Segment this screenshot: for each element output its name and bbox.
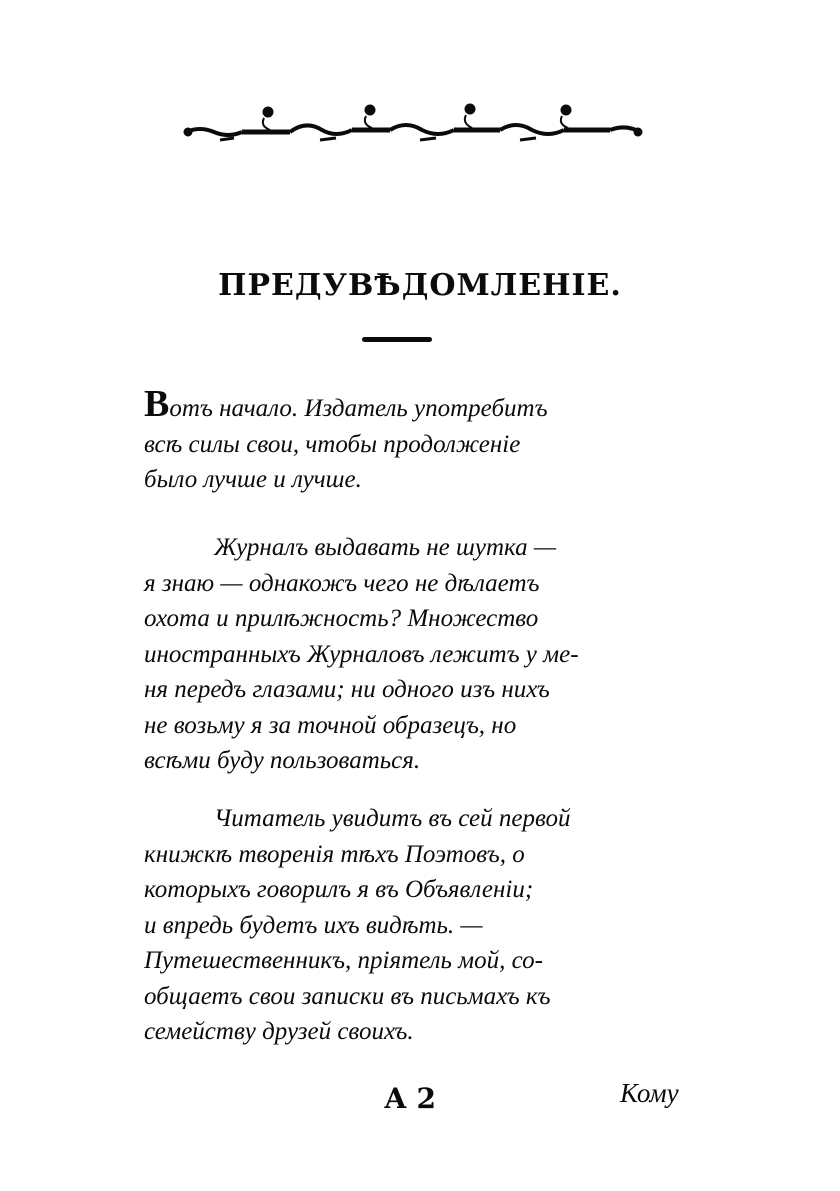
text-line: и впредь будетъ ихъ видѣть. — bbox=[144, 911, 483, 939]
text-line: Вотъ начало. Издатель употребитъ bbox=[144, 383, 548, 425]
paragraph-1 bbox=[144, 385, 696, 498]
text-line: не возьму я за точной образецъ, но bbox=[144, 711, 517, 739]
text-line: я знаю — однакожъ чего не дѣлаетъ bbox=[144, 569, 540, 597]
text-line: иностранныхъ Журналовъ лежитъ у ме- bbox=[144, 640, 579, 668]
catchword: Кому bbox=[620, 1078, 679, 1108]
text-line: Путешественникъ, пріятель мой, со- bbox=[144, 947, 543, 974]
text-line: Читатель увидитъ въ сей первой bbox=[214, 805, 571, 832]
title-divider bbox=[362, 337, 432, 342]
signature-mark: А 2 bbox=[384, 1082, 437, 1115]
text-line: охота и прилѣжность? Множество bbox=[144, 605, 539, 632]
page-title: ПРЕДУВѢДОМЛЕНІЕ. bbox=[218, 268, 622, 303]
text-line: всѣми буду пользоваться. bbox=[144, 747, 421, 774]
drop-cap: В bbox=[144, 383, 170, 425]
text-line: книжкѣ творенія тѣхъ Поэтовъ, о bbox=[144, 840, 525, 868]
decorative-headpiece-ornament bbox=[180, 100, 646, 146]
paragraph-3 bbox=[144, 801, 696, 1050]
text-line: семейству друзей своихъ. bbox=[144, 1018, 414, 1045]
text-line: общаетъ свои записки въ письмахъ къ bbox=[144, 982, 551, 1010]
text-line: всѣ силы свои, чтобы продолженіе bbox=[144, 430, 521, 458]
text-line: Журналъ выдавать не шутка — bbox=[214, 534, 557, 561]
text-line: которыхъ говорилъ я въ Объявленіи; bbox=[144, 876, 534, 903]
text-line: было лучше и лучше. bbox=[144, 466, 362, 493]
paragraph-2 bbox=[144, 530, 696, 779]
text-line: ня передъ глазами; ни одного изъ нихъ bbox=[144, 676, 550, 703]
